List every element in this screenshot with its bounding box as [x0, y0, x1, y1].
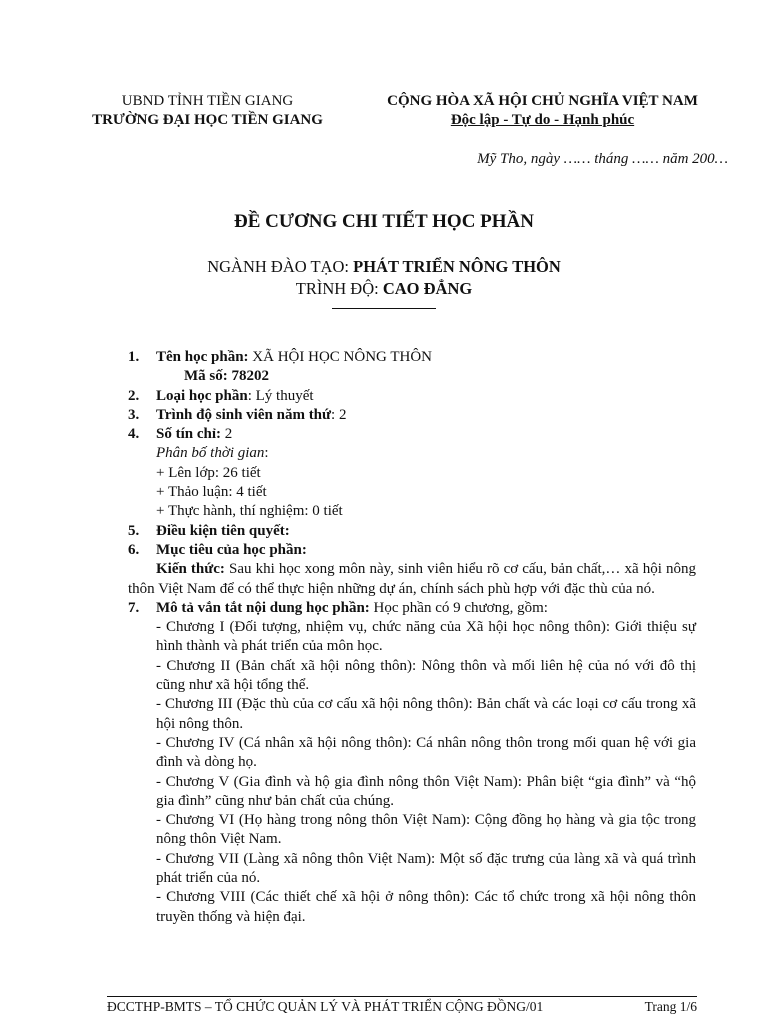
- major-line: [0, 256, 768, 277]
- section-2: [128, 387, 696, 406]
- chapter-item: - Chương VI (Họ hàng trong nông thôn Việt Nam): Cộng đồng họ hàng và gia tộc trong nông thôn Việt Nam.: [156, 812, 696, 848]
- chapter-item: - Chương VII (Làng xã nông thôn Việt Nam): Một số đặc trưng của làng xã và quá trình phát triển của nó.: [156, 850, 696, 887]
- section-number: 4.: [128, 426, 140, 443]
- time-distribution-label: Phân bố thời gian: [156, 445, 265, 462]
- chapter-item: - Chương V (Gia đình và hộ gia đình nông thôn Việt Nam): Phân biệt “gia đình” và “hộ gia đình” cũng như bản chất của chúng.: [156, 773, 696, 809]
- discussion-hours: + Thảo luận: 4 tiết: [156, 484, 267, 501]
- level-line: [0, 278, 768, 299]
- chapter-item: - Chương III (Đặc thù của cơ cấu xã hội nông thôn): Bản chất và các loại cơ cấu trong xã hội nông thôn.: [156, 696, 696, 732]
- time-distribution-colon: :: [264, 445, 269, 462]
- page-number: Trang 1/6: [644, 999, 697, 1014]
- section-label: Tên học phần:: [156, 349, 253, 365]
- section-number: 7.: [128, 599, 140, 616]
- footer-doc-code: ĐCCTHP-BMTS – TỔ CHỨC QUẢN LÝ VÀ PHÁT TRIỂN CỘNG ĐỒNG/01: [107, 999, 544, 1014]
- section-label: Trình độ sinh viên năm thứ: [156, 406, 332, 423]
- university-name: TRƯỜNG ĐẠI HỌC TIỀN GIANG: [92, 112, 323, 129]
- section-label: Điều kiện tiên quyết:: [156, 522, 290, 539]
- section-6: [128, 541, 696, 560]
- province-committee: UBND TỈNH TIỀN GIANG: [121, 93, 294, 109]
- date-line: Mỹ Tho, ngày …… tháng …… năm 200…: [477, 151, 728, 167]
- practice-hours: + Thực hành, thí nghiệm: 0 tiết: [156, 503, 343, 520]
- major-label: NGÀNH ĐÀO TẠO:: [207, 257, 354, 276]
- major-value: PHÁT TRIỂN NÔNG THÔN: [353, 257, 561, 276]
- section-number: 2.: [128, 387, 140, 404]
- knowledge-text: Sau khi học xong môn này, sinh viên hiểu rõ cơ cấu, bản chất,… xã hội nông thôn Việt Nam để có thể thực hiện những dự án, chính sách phù hợp với đặc thù của nó.: [128, 561, 697, 597]
- course-type: : Lý thuyết: [247, 387, 314, 404]
- knowledge-paragraph: [128, 560, 696, 599]
- section-label: Mô tả vắn tắt nội dung học phần:: [156, 599, 370, 616]
- section-7: [128, 599, 696, 927]
- course-code: 78202: [231, 368, 269, 385]
- section-1: [128, 348, 696, 387]
- chapter-item: - Chương IV (Cá nhân xã hội nông thôn): Cá nhân nông thôn trong mối quan hệ với gia đình và dòng họ.: [156, 734, 696, 771]
- section-number: 3.: [128, 406, 140, 423]
- footer-divider: [107, 996, 697, 997]
- course-name: XÃ HỘI HỌC NÔNG THÔN: [252, 349, 432, 365]
- header-right: [355, 92, 730, 131]
- section-number: 1.: [128, 349, 140, 365]
- credits: 2: [224, 426, 233, 443]
- title-divider: [332, 308, 436, 309]
- knowledge-label: Kiến thức:: [156, 561, 225, 578]
- national-name: CỘNG HÒA XÃ HỘI CHỦ NGHĨA VIỆT NAM: [387, 93, 698, 109]
- chapter-item: - Chương II (Bản chất xã hội nông thôn): Nông thôn và mối liên hệ của nó với đô thị cũng như xã hội tổng thể.: [156, 657, 696, 694]
- course-code-label: Mã số:: [184, 368, 232, 385]
- document-body: [128, 348, 696, 927]
- section-label: Số tín chỉ:: [156, 426, 225, 443]
- section-4: [128, 425, 696, 521]
- header-left: [75, 92, 340, 131]
- section-3: [128, 406, 696, 425]
- national-motto: Độc lập - Tự do - Hạnh phúc: [450, 112, 635, 129]
- section-5: [128, 522, 696, 541]
- lecture-hours: + Lên lớp: 26 tiết: [156, 464, 261, 481]
- section-label: Mục tiêu của học phần:: [156, 541, 307, 558]
- level-value: CAO ĐẲNG: [382, 279, 473, 298]
- level-label: TRÌNH ĐỘ:: [295, 279, 383, 298]
- section-label: Loại học phần: [156, 387, 248, 404]
- chapter-item: - Chương I (Đối tượng, nhiệm vụ, chức năng của Xã hội học nông thôn): Giới thiệu sự hình thành và phát triển của môn học.: [156, 619, 696, 655]
- document-title: ĐỀ CƯƠNG CHI TIẾT HỌC PHẦN: [234, 211, 534, 232]
- section-number: 6.: [128, 541, 140, 558]
- section-number: 5.: [128, 522, 140, 539]
- student-year: : 2: [331, 406, 347, 423]
- section-intro: Học phần có 9 chương, gồm:: [369, 599, 548, 616]
- chapter-item: - Chương VIII (Các thiết chế xã hội ở nông thôn): Các tổ chức trong xã hội nông thôn truyền thống và hiện đại.: [156, 889, 696, 925]
